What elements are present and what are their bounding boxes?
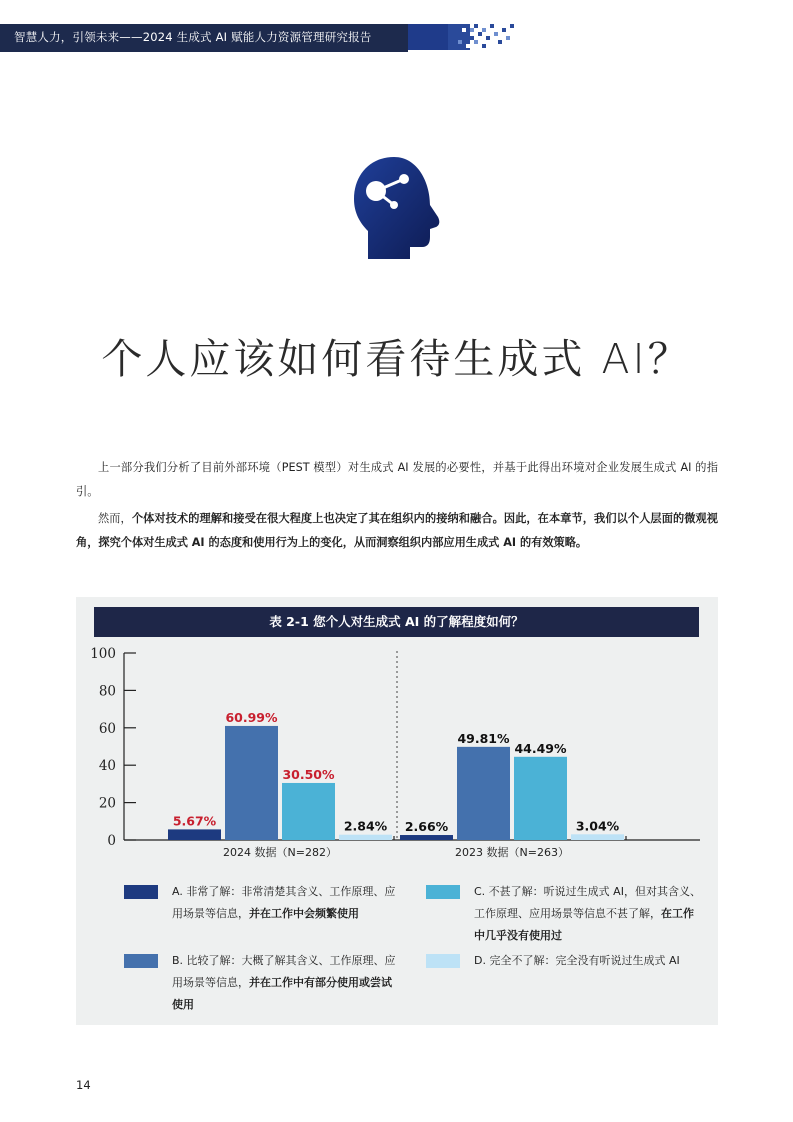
data-label: 49.81% — [457, 730, 510, 746]
data-label: 2.66% — [404, 819, 449, 835]
intro-paragraph: 上一部分我们分析了目前外部环境（PEST 模型）对生成式 AI 发展的必要性，并基于此得出环境对企业发展生成式 AI 的指引。 — [76, 461, 718, 498]
figure-panel — [76, 597, 718, 1025]
data-label: 30.50% — [282, 766, 335, 782]
y-tick-label: 40 — [98, 758, 116, 775]
legend-text-b — [172, 950, 400, 1016]
legend-swatch-d — [426, 954, 460, 968]
legend-text-a-bold: 并在工作中会频繁使用 — [249, 907, 359, 920]
focus-paragraph-bold: 个体对技术的理解和接受在很大程度上也决定了其在组织内的接纳和融合。因此，在本章节，我们以个人层面的微观视角，探究个体对生成式 AI 的态度和使用行为上的变化，从而洞察组织内部应用生成式 AI 的有效策略。 — [76, 512, 718, 549]
legend-text-b-plain: B. 比较了解：大概了解其含义、工作原理、应用场景等信息， — [172, 954, 396, 989]
legend-text-b-bold: 并在工作中有部分使用或尝试使用 — [172, 976, 392, 1011]
y-tick-label: 80 — [98, 683, 116, 700]
legend-text-d — [474, 950, 702, 972]
bar-d-2023 — [571, 834, 624, 840]
legend-text-c-plain: C. 不甚了解：听说过生成式 AI，但对其含义、工作原理、应用场景等信息不甚了解， — [474, 885, 701, 920]
legend-swatch-b — [124, 954, 158, 968]
focus-paragraph — [76, 507, 718, 555]
bar-a-2024 — [168, 829, 221, 840]
legend-swatch-a — [124, 885, 158, 899]
legend-text-d-plain: D. 完全不了解：完全没有听说过生成式 AI — [474, 954, 680, 967]
y-tick-label: 60 — [98, 720, 116, 737]
ai-head-icon — [350, 155, 444, 261]
legend-text-a-plain: A. 非常了解：非常清楚其含义、工作原理、应用场景等信息， — [172, 885, 396, 920]
x-category-label: 2024 数据（N=282） — [223, 846, 337, 859]
bar-c-2023 — [514, 757, 567, 840]
page-number: 14 — [76, 1078, 91, 1092]
data-label: 44.49% — [514, 740, 567, 756]
data-label: 5.67% — [172, 813, 217, 829]
data-label: 2.84% — [343, 818, 388, 834]
y-tick-label: 100 — [90, 646, 116, 662]
legend-swatch-c — [426, 885, 460, 899]
x-category-label: 2023 数据（N=263） — [455, 846, 569, 859]
data-label: 3.04% — [575, 818, 620, 834]
header-title: 智慧人力，引领未来——2024 生成式 AI 赋能人力资源管理研究报告 — [14, 30, 372, 44]
bar-d-2024 — [339, 835, 392, 840]
legend-text-c-bold: 在工作中几乎没有使用过 — [474, 907, 694, 942]
bar-a-2023 — [400, 835, 453, 840]
header-band — [0, 24, 408, 50]
page-title: 个人应该如何看待生成式 AI？ — [101, 335, 692, 383]
bar-c-2024 — [282, 783, 335, 840]
legend-text-a — [172, 881, 400, 925]
header-accent-block — [408, 24, 448, 50]
focus-paragraph-lead: 然而， — [98, 512, 132, 525]
bar-b-2024 — [225, 726, 278, 840]
header-pixel-decoration — [448, 24, 518, 50]
legend-text-c — [474, 881, 702, 947]
y-tick-label: 20 — [98, 795, 116, 812]
bar-chart — [76, 597, 718, 877]
bar-b-2023 — [457, 747, 510, 840]
y-tick-label: 0 — [107, 833, 116, 849]
data-label: 60.99% — [225, 709, 278, 725]
header-rule — [0, 50, 408, 52]
figure-title: 表 2-1 您个人对生成式 AI 的了解程度如何？ — [94, 607, 699, 637]
